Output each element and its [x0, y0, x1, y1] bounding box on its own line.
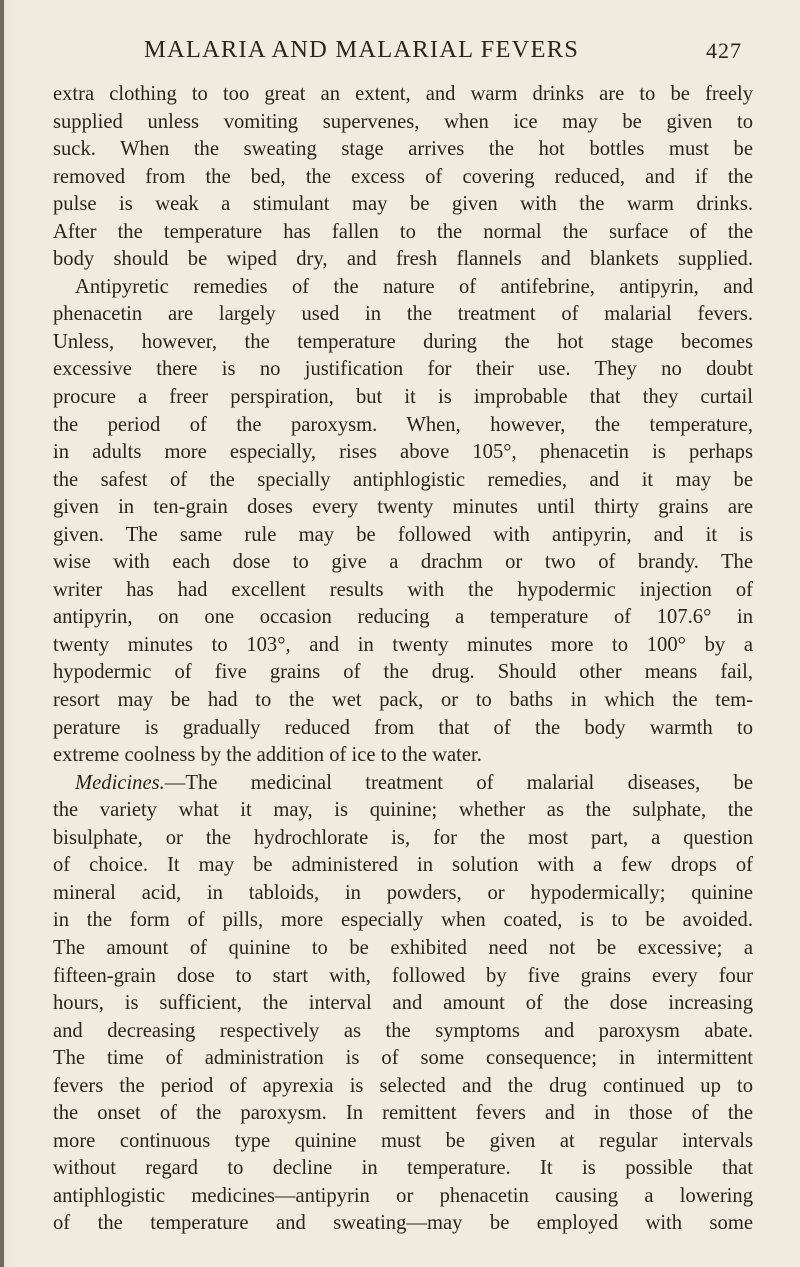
text-line: writer has had excellent results with the hypodermic injection of	[53, 578, 753, 601]
text-line: resort may be had to the wet pack, or to baths in which the tem-	[53, 689, 753, 712]
text-line: without regard to decline in temperature. It is possible that	[53, 1157, 753, 1180]
section-heading-line: Medicines.—The medicinal treatment of malarial diseases, be	[75, 771, 753, 794]
text-line: antipyrin, on one occasion reducing a temperature of 107.6° in	[53, 606, 753, 629]
running-head	[0, 36, 800, 66]
text-line: fevers the period of apyrexia is selected and the drug continued up to	[53, 1074, 753, 1097]
text-line: given. The same rule may be followed with antipyrin, and it is	[53, 523, 753, 546]
text-line: phenacetin are largely used in the treatment of malarial fevers.	[53, 303, 753, 326]
text-line: perature is gradually reduced from that of the body warmth to	[53, 716, 753, 739]
text-line: the variety what it may, is quinine; whether as the sulphate, the	[53, 799, 753, 822]
text-line: bisulphate, or the hydrochlorate is, for the most part, a question	[53, 826, 753, 849]
text-line: the period of the paroxysm. When, however, the temperature,	[53, 413, 753, 436]
text-line: procure a freer perspiration, but it is improbable that they curtail	[53, 386, 753, 409]
running-title: MALARIA AND MALARIAL FEVERS	[144, 36, 580, 63]
text-line: in adults more especially, rises above 105°, phenacetin is perhaps	[53, 441, 753, 464]
text-line: supplied unless vomiting supervenes, when ice may be given to	[53, 110, 753, 133]
page-binding-edge	[0, 0, 4, 1267]
text-line: hypodermic of five grains of the drug. Should other means fail,	[53, 661, 753, 684]
text-line: twenty minutes to 103°, and in twenty minutes more to 100° by a	[53, 633, 753, 656]
text-line: excessive there is no justification for their use. They no doubt	[53, 358, 753, 381]
text-line: After the temperature has fallen to the normal the surface of the	[53, 220, 753, 243]
text-line: The amount of quinine to be exhibited need not be excessive; a	[53, 936, 753, 959]
text-line: suck. When the sweating stage arrives the hot bottles must be	[53, 138, 753, 161]
text-line: given in ten-grain doses every twenty minutes until thirty grains are	[53, 496, 753, 519]
page-number: 427	[706, 38, 742, 63]
text-line: wise with each dose to give a drachm or two of brandy. The	[53, 551, 753, 574]
text-line: mineral acid, in tabloids, in powders, or hypodermically; quinine	[53, 881, 753, 904]
text-line: antiphlogistic medicines—antipyrin or phenacetin causing a lowering	[53, 1184, 753, 1207]
text-line: extra clothing to too great an extent, and warm drinks are to be freely	[53, 83, 753, 105]
text-line: in the form of pills, more especially when coated, is to be avoided.	[53, 909, 753, 932]
text-line: hours, is sufficient, the interval and amount of the dose increasing	[53, 992, 753, 1015]
text-line: of choice. It may be administered in solution with a few drops of	[53, 854, 753, 877]
text-line: the safest of the specially antiphlogistic remedies, and it may be	[53, 468, 753, 491]
text-line: body should be wiped dry, and fresh flannels and blankets supplied.	[53, 248, 753, 271]
text-line: fifteen-grain dose to start with, followed by five grains every four	[53, 964, 753, 987]
paragraph-end-line: extreme coolness by the addition of ice to the water.	[53, 744, 482, 767]
section-heading-italic: Medicines.	[75, 771, 165, 794]
text-line: and decreasing respectively as the symptoms and paroxysm abate.	[53, 1019, 753, 1042]
text-line: the onset of the paroxysm. In remittent fevers and in those of the	[53, 1102, 753, 1125]
body-text	[53, 81, 753, 1238]
paragraph-start-line: Antipyretic remedies of the nature of antifebrine, antipyrin, and	[75, 275, 753, 298]
text-line: removed from the bed, the excess of covering reduced, and if the	[53, 165, 753, 188]
text-line: pulse is weak a stimulant may be given with the warm drinks.	[53, 193, 753, 216]
text-line: of the temperature and sweating—may be employed with some	[53, 1212, 753, 1235]
text-line: more continuous type quinine must be given at regular intervals	[53, 1129, 753, 1152]
text-line: The time of administration is of some consequence; in intermittent	[53, 1047, 753, 1070]
text-line: Unless, however, the temperature during the hot stage becomes	[53, 330, 753, 353]
